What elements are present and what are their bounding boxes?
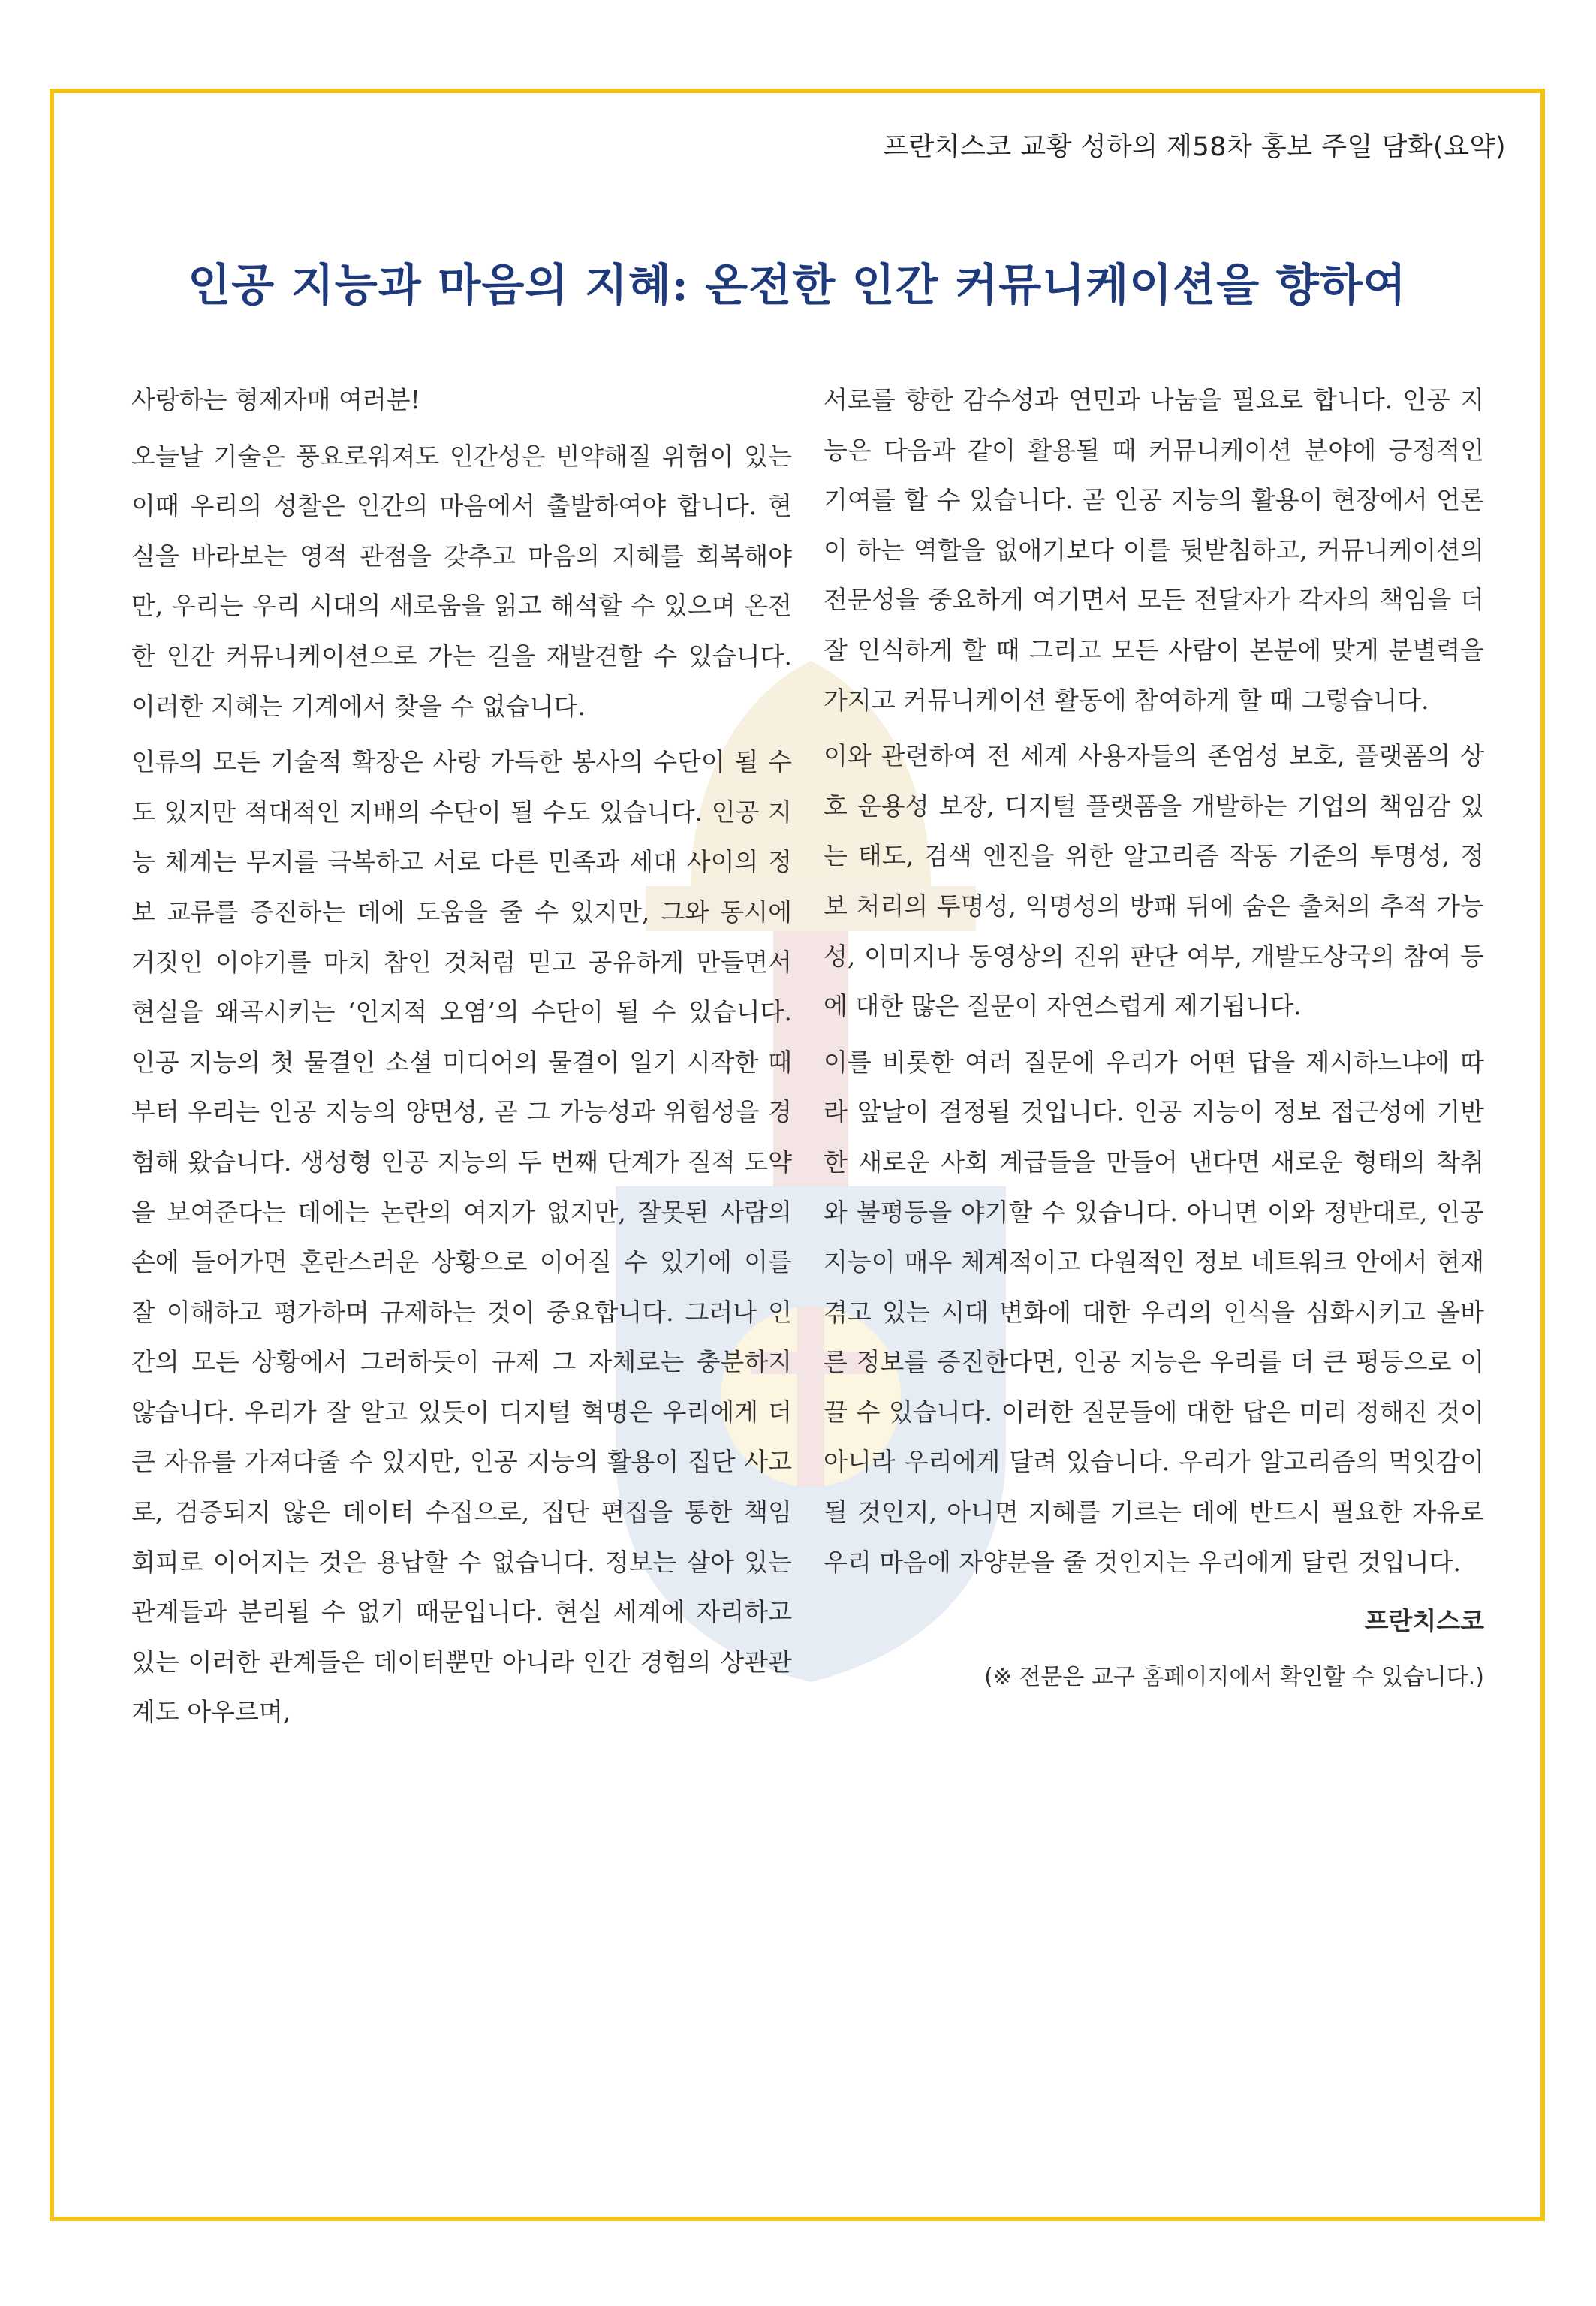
page-title: 인공 지능과 마음의 지혜: 온전한 인간 커뮤니케이션을 향하여 bbox=[188, 259, 1407, 311]
footnote: (※ 전문은 교구 홈페이지에서 확인할 수 있습니다.) bbox=[984, 1663, 1484, 1690]
body-paragraph: 오늘날 기술은 풍요로워져도 인간성은 빈약해질 위험이 있는 이때 우리의 성찰은 인간의 마음에서 출발하여야 합니다. 현실을 바라보는 영적 관점을 갖추고 마음의 지혜를 회복해야만, 우리는 우리 시대의 새로움을 읽고 해석할 수 있으며 온전한 인간 커뮤니케이션으로 가는 길을 재발견할 수 있습니다. 이러한 지혜는 기계에서 찾을 수 없습니다. bbox=[131, 441, 792, 721]
signature: 프란치스코 bbox=[1364, 1606, 1484, 1636]
body-paragraph: 인류의 모든 기술적 확장은 사랑 가득한 봉사의 수단이 될 수도 있지만 적대적인 지배의 수단이 될 수도 있습니다. 인공 지능 체계는 무지를 극복하고 서로 다른 민족과 세대 사이의 정보 교류를 증진하는 데에 도움을 줄 수 있지만, 그와 동시에 거짓인 이야기를 마치 참인 것처럼 믿고 공유하게 만들면서 현실을 왜곡시키는 ‘인지적 오염’의 수단이 될 수 있습니다. 인공 지능의 첫 물결인 소셜 미디어의 물결이 일기 시작한 때부터 우리는 인공 지능의 양면성, 곧 그 가능성과 위험성을 경험해 왔습니다. 생성형 인공 지능의 두 번째 단계가 질적 도약을 보여준다는 데에는 논란의 여지가 없지만, 잘못된 사람의 손에 들어가면 혼란스러운 상황으로 이어질 수 있기에 이를 잘 이해하고 평가하며 규제하는 것이 중요합니다. 그러나 인간의 모든 상황에서 그러하듯이 규제 그 자체로는 충분하지 않습니다. 우리가 잘 알고 있듯이 디지털 혁명은 우리에게 더 큰 자유를 가져다줄 수 있지만, 인공 지능의 활용이 집단 사고로, 검증되지 않은 데이터 수집으로, 집단 편집을 통한 책임 회피로 이어지는 것은 용납할 수 없습니다. 정보는 살아 있는 관계들과 분리될 수 없기 때문입니다. 현실 세계에 자리하고 있는 이러한 관계들은 데이터뿐만 아니라 인간 경험의 상관관계도 아우르며, bbox=[131, 747, 793, 1727]
body-paragraph: 서로를 향한 감수성과 연민과 나눔을 필요로 합니다. 인공 지능은 다음과 같이 활용될 때 커뮤니케이션 분야에 긍정적인 기여를 할 수 있습니다. 곧 인공 지능의 활용이 현장에서 언론이 하는 역할을 없애기보다 이를 뒷받침하고, 커뮤니케이션의 전문성을 중요하게 여기면서 모든 전달자가 각자의 책임을 더 잘 인식하게 할 때 그리고 모든 사람이 본분에 맞게 분별력을 가지고 커뮤니케이션 활동에 참여하게 할 때 그렇습니다. bbox=[824, 385, 1484, 715]
document-subtitle: 프란치스코 교황 성하의 제58차 홍보 주일 담화(요약) bbox=[883, 132, 1506, 162]
greeting-paragraph: 사랑하는 형제자매 여러분! bbox=[131, 385, 420, 414]
right-column bbox=[824, 375, 1484, 1708]
left-column bbox=[131, 375, 792, 1744]
body-paragraph: 이를 비롯한 여러 질문에 우리가 어떤 답을 제시하느냐에 따라 앞날이 결정될 것입니다. 인공 지능이 정보 접근성에 기반한 새로운 사회 계급들을 만들어 낸다면 새로운 형태의 착취와 불평등을 야기할 수 있습니다. 아니면 이와 정반대로, 인공 지능이 매우 체계적이고 다원적인 정보 네트워크 안에서 현재 겪고 있는 시대 변화에 대한 우리의 인식을 심화시키고 올바른 정보를 증진한다면, 인공 지능은 우리를 더 큰 평등으로 이끌 수 있습니다. 이러한 질문들에 대한 답은 미리 정해진 것이 아니라 우리에게 달려 있습니다. 우리가 알고리즘의 먹잇감이 될 것인지, 아니면 지혜를 기르는 데에 반드시 필요한 자유로 우리 마음에 자양분을 줄 것인지는 우리에게 달린 것입니다. bbox=[824, 1047, 1484, 1577]
body-paragraph: 이와 관련하여 전 세계 사용자들의 존엄성 보호, 플랫폼의 상호 운용성 보장, 디지털 플랫폼을 개발하는 기업의 책임감 있는 태도, 검색 엔진을 위한 알고리즘 작동 기준의 투명성, 정보 처리의 투명성, 익명성의 방패 뒤에 숨은 출처의 추적 가능성, 이미지나 동영상의 진위 판단 여부, 개발도상국의 참여 등에 대한 많은 질문이 자연스럽게 제기됩니다. bbox=[824, 741, 1484, 1021]
